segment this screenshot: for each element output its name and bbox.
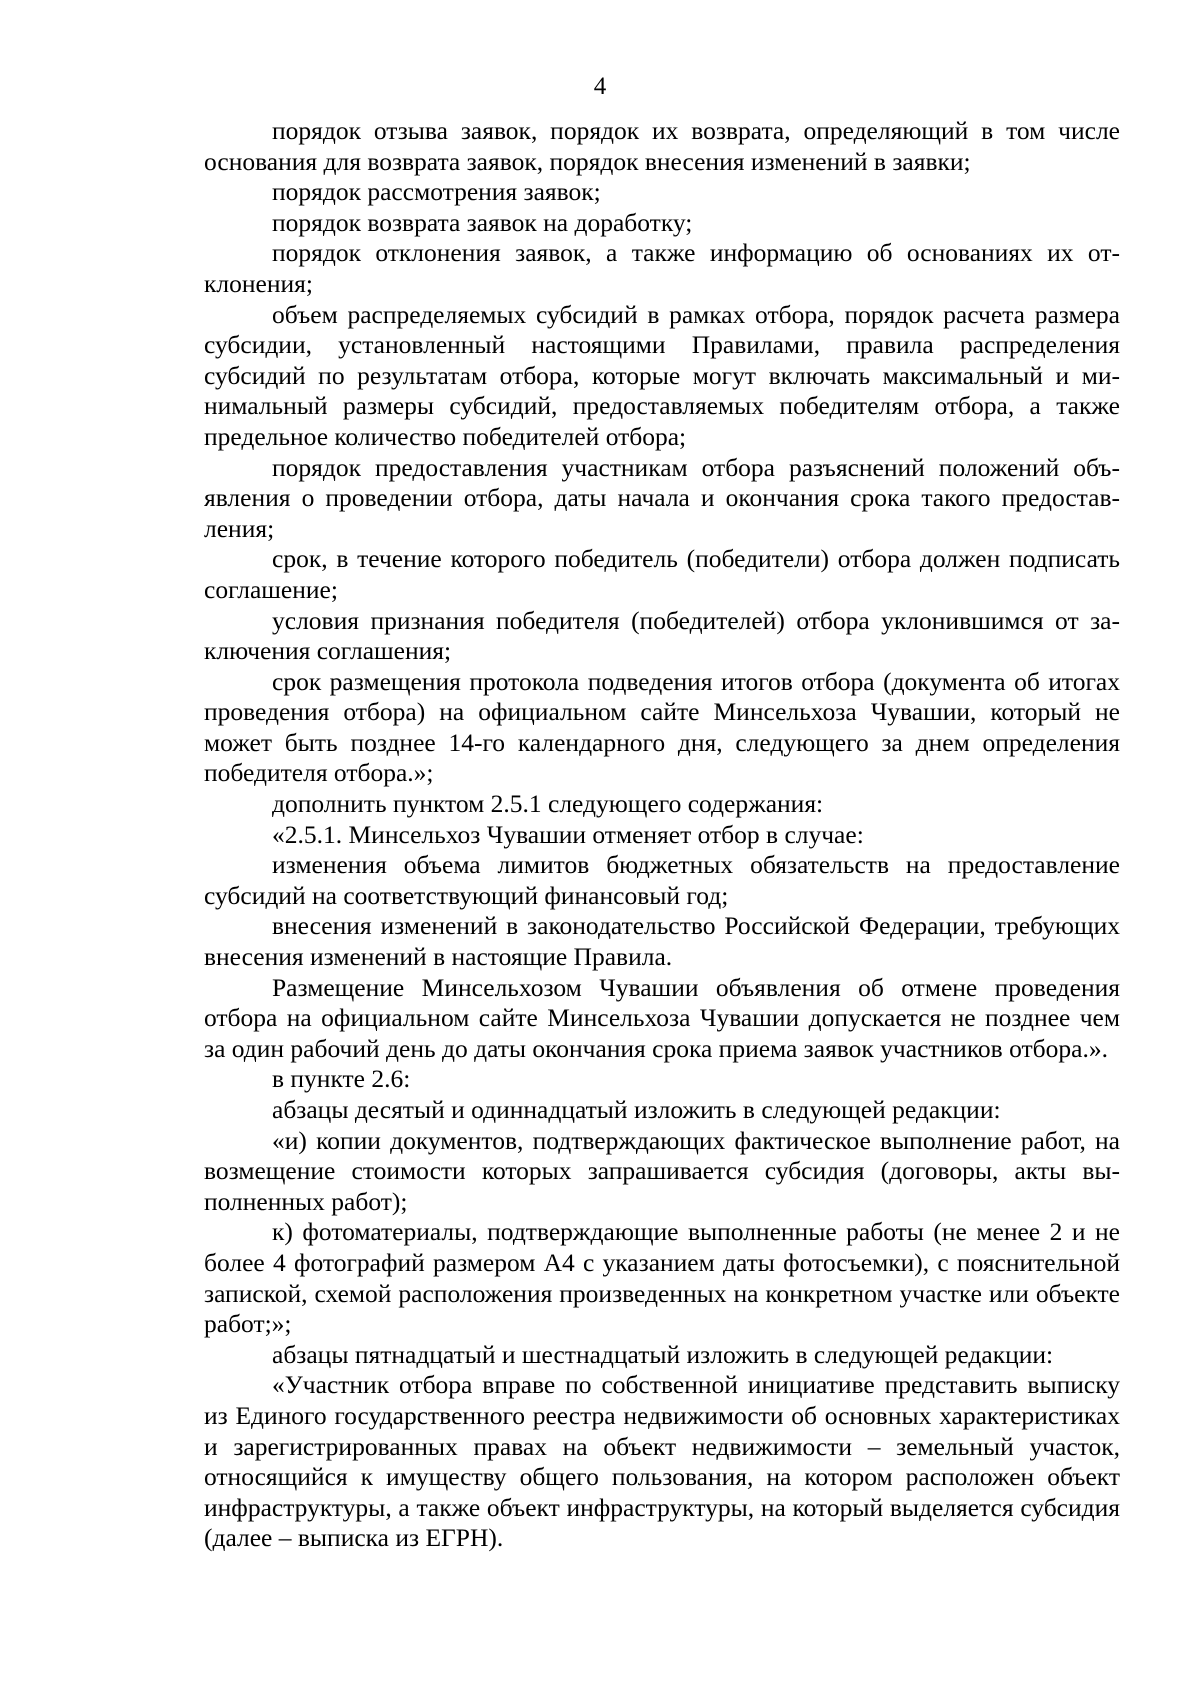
paragraph: дополнить пунктом 2.5.1 следующего содержания: [272,789,824,819]
page-number: 4 [593,73,607,100]
paragraph: порядок возврата заявок на доработку; [272,207,693,237]
paragraph: объем распределяемых субсидий в рамках отбора, порядок расчета размера субсидии, установленный настоящими Правилами, правила распределения субсидий по результатам отбора, которые могут включать максимальный и минимальный размеры субсидий, предоставляемых победителям отбора, а также предельное количество победителей отбора; [204,299,1120,451]
paragraph: порядок рассмотрения заявок; [272,177,601,207]
paragraph: изменения объема лимитов бюджетных обязательств на предоставление субсидий на соответствующий финансовый год; [204,850,1120,910]
paragraph: «Участник отбора вправе по собственной инициативе представить выписку из Единого государственного реестра недвижимости об основных характеристиках и зарегистрированных правах на объект недвижимости – земельный участок, относящийся к имуществу общего пользования, на котором расположен объект инфраструктуры, а также объект инфраструктуры, на который выделяется субсидия (далее – выписка из ЕГРН). [204,1370,1120,1553]
paragraph: в пункте 2.6: [272,1064,411,1094]
paragraph: порядок предоставления участникам отбора разъяснений положений объявления о проведении отбора, даты начала и окончания срока такого предоставления; [204,452,1120,543]
paragraph: срок размещения протокола подведения итогов отбора (документа об итогах проведения отбора) на официальном сайте Минсельхоза Чувашии, который не может быть позднее 14-го календарного дня, следующего за днем определения победителя отбора.»; [204,666,1120,788]
paragraph: «2.5.1. Минсельхоз Чувашии отменяет отбор в случае: [272,819,864,849]
paragraph: условия признания победителя (победителей) отбора уклонившимся от заключения соглашения; [204,605,1120,666]
paragraph: Размещение Минсельхозом Чувашии объявления об отмене проведения отбора на официальном сайте Минсельхоза Чувашии допускается не позднее чем за один рабочий день до даты окончания срока приема заявок участников отбора.». [204,972,1120,1063]
paragraph: к) фотоматериалы, подтверждающие выполненные работы (не менее 2 и не более 4 фотографий размером А4 с указанием даты фотосъемки), с пояснительной запиской, схемой расположения произведенных на конкретном участке или объекте работ;»; [204,1217,1120,1339]
paragraph: порядок отзыва заявок, порядок их возврата, определяющий в том числе основания для возврата заявок, порядок внесения изменений в заявки; [204,116,1120,176]
paragraph: абзацы пятнадцатый и шестнадцатый изложить в следующей редакции: [272,1339,1054,1369]
paragraph: «и) копии документов, подтверждающих фактическое выполнение работ, на возмещение стоимости которых запрашивается субсидия (договоры, акты выполненных работ); [204,1125,1120,1216]
document-body [204,116,1120,1554]
paragraph: абзацы десятый и одиннадцатый изложить в следующей редакции: [272,1095,1001,1124]
paragraph: срок, в течение которого победитель (победители) отбора должен подписать соглашение; [204,544,1120,604]
paragraph: внесения изменений в законодательство Российской Федерации, требующих внесения изменений в настоящие Правила. [204,911,1120,972]
paragraph: порядок отклонения заявок, а также информацию об основаниях их отклонения; [204,238,1120,298]
